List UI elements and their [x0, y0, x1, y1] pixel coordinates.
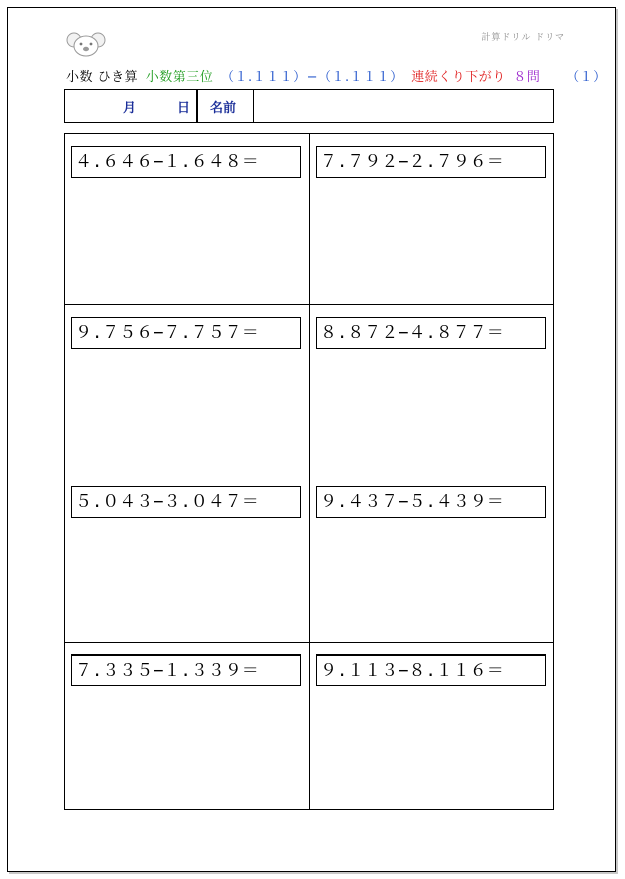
- brand-label: 計算ドリル ドリマ: [481, 33, 565, 43]
- title-part-format: （１.１１１）−（１.１１１）: [220, 70, 404, 85]
- name-date-bar: [64, 89, 554, 123]
- month-label: 月: [123, 101, 137, 116]
- problem-2[interactable]: ７.７９２−２.７９６＝: [316, 146, 546, 178]
- problem-6[interactable]: ９.４３７−５.４３９＝: [316, 486, 546, 518]
- problem-5[interactable]: ５.０４３−３.０４７＝: [71, 486, 301, 518]
- grid-divider-vertical: [309, 134, 310, 809]
- name-field[interactable]: [254, 90, 553, 122]
- title-part-count: ８問: [513, 70, 541, 85]
- grid-divider-row-1: [65, 304, 553, 305]
- date-field[interactable]: [65, 90, 198, 122]
- title-part-level: 小数第三位: [145, 70, 214, 85]
- koala-logo-icon: [66, 30, 106, 58]
- title-part-subject: 小数 ひき算: [66, 70, 139, 85]
- name-label: 名前: [198, 90, 254, 122]
- problem-8[interactable]: ９.１１３−８.１１６＝: [316, 654, 546, 686]
- day-label: 日: [177, 101, 191, 116]
- grid-divider-row-3: [65, 642, 553, 643]
- problem-1[interactable]: ４.６４６−１.６４８＝: [71, 146, 301, 178]
- problem-3[interactable]: ９.７５６−７.７５７＝: [71, 317, 301, 349]
- title-part-type: 連続くり下がり: [411, 70, 506, 85]
- problem-7[interactable]: ７.３３５−１.３３９＝: [71, 654, 301, 686]
- problem-4[interactable]: ８.８７２−４.８７７＝: [316, 317, 546, 349]
- problem-grid: [64, 133, 554, 810]
- worksheet-title: [66, 66, 610, 85]
- title-part-number: （１）: [566, 70, 607, 85]
